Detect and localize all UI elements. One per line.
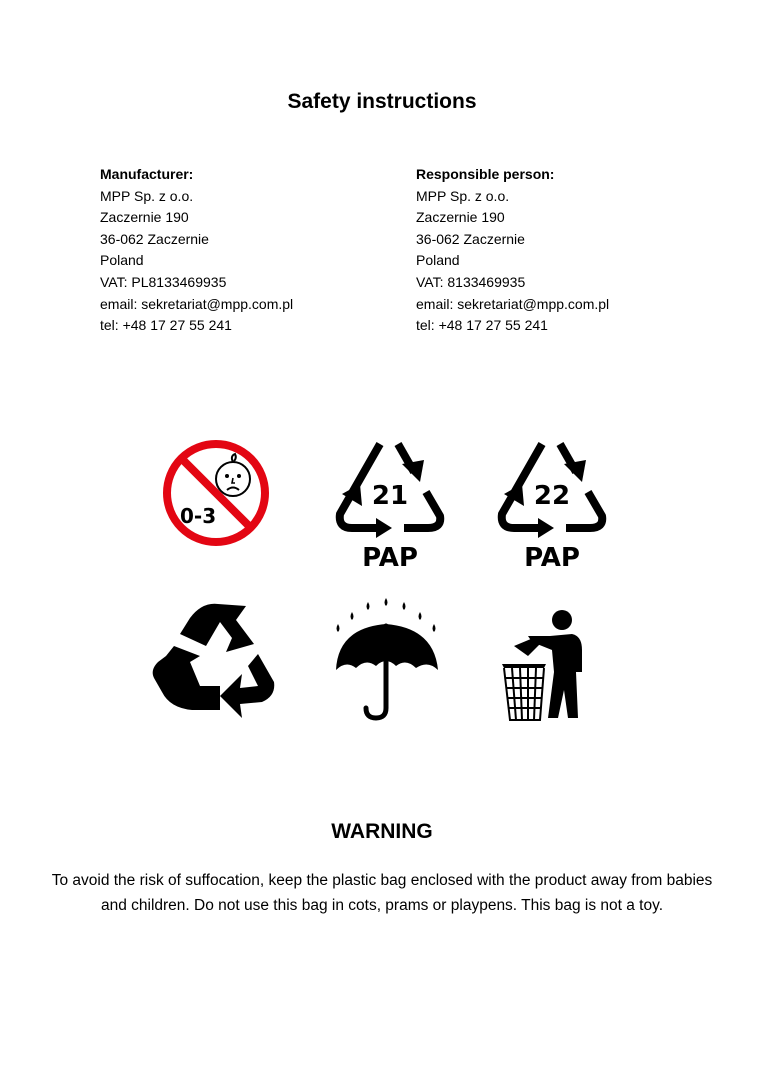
responsible-vat: VAT: 8133469935 xyxy=(416,273,526,290)
manufacturer-street: Zaczernie 190 xyxy=(100,209,189,226)
responsible-email: email: sekretariat@mpp.com.pl xyxy=(416,295,610,312)
responsible-postcode: 36-062 Zaczernie xyxy=(416,230,525,247)
manufacturer-country: Poland xyxy=(100,252,144,269)
manufacturer-block xyxy=(100,164,293,337)
recycling-number-22: 22 xyxy=(533,481,571,511)
responsible-country: Poland xyxy=(416,252,460,269)
manufacturer-phone: tel: +48 17 27 55 241 xyxy=(100,317,232,334)
recycling-pap-21-icon xyxy=(332,434,448,574)
dispose-in-bin-icon xyxy=(498,606,594,724)
manufacturer-vat: VAT: PL8133469935 xyxy=(100,273,227,290)
keep-dry-umbrella-icon xyxy=(330,596,442,724)
responsible-person-block xyxy=(416,164,609,337)
manufacturer-email: email: sekretariat@mpp.com.pl xyxy=(100,295,294,312)
recycle-arrows-icon xyxy=(150,600,276,722)
responsible-street: Zaczernie 190 xyxy=(416,209,505,226)
manufacturer-postcode: 36-062 Zaczernie xyxy=(100,230,209,247)
warning-text: To avoid the risk of suffocation, keep the plastic bag enclosed with the product away from babies and children. Do not use this bag in cots, prams or playpens. This bag is not a toy. xyxy=(51,872,713,914)
material-label-pap: PAP xyxy=(362,543,418,573)
not-for-children-0-3-icon xyxy=(160,438,272,548)
manufacturer-heading: Manufacturer: xyxy=(100,166,194,182)
age-range-label: 0-3 xyxy=(180,504,217,528)
page-title: Safety instructions xyxy=(287,90,477,113)
manufacturer-company: MPP Sp. z o.o. xyxy=(100,187,194,204)
recycling-pap-22-icon xyxy=(494,434,610,574)
material-label-pap: PAP xyxy=(524,543,580,573)
recycling-number-21: 21 xyxy=(371,481,409,511)
warning-title: WARNING xyxy=(331,820,433,843)
responsible-company: MPP Sp. z o.o. xyxy=(416,187,510,204)
responsible-heading: Responsible person: xyxy=(416,166,555,182)
responsible-phone: tel: +48 17 27 55 241 xyxy=(416,317,548,334)
